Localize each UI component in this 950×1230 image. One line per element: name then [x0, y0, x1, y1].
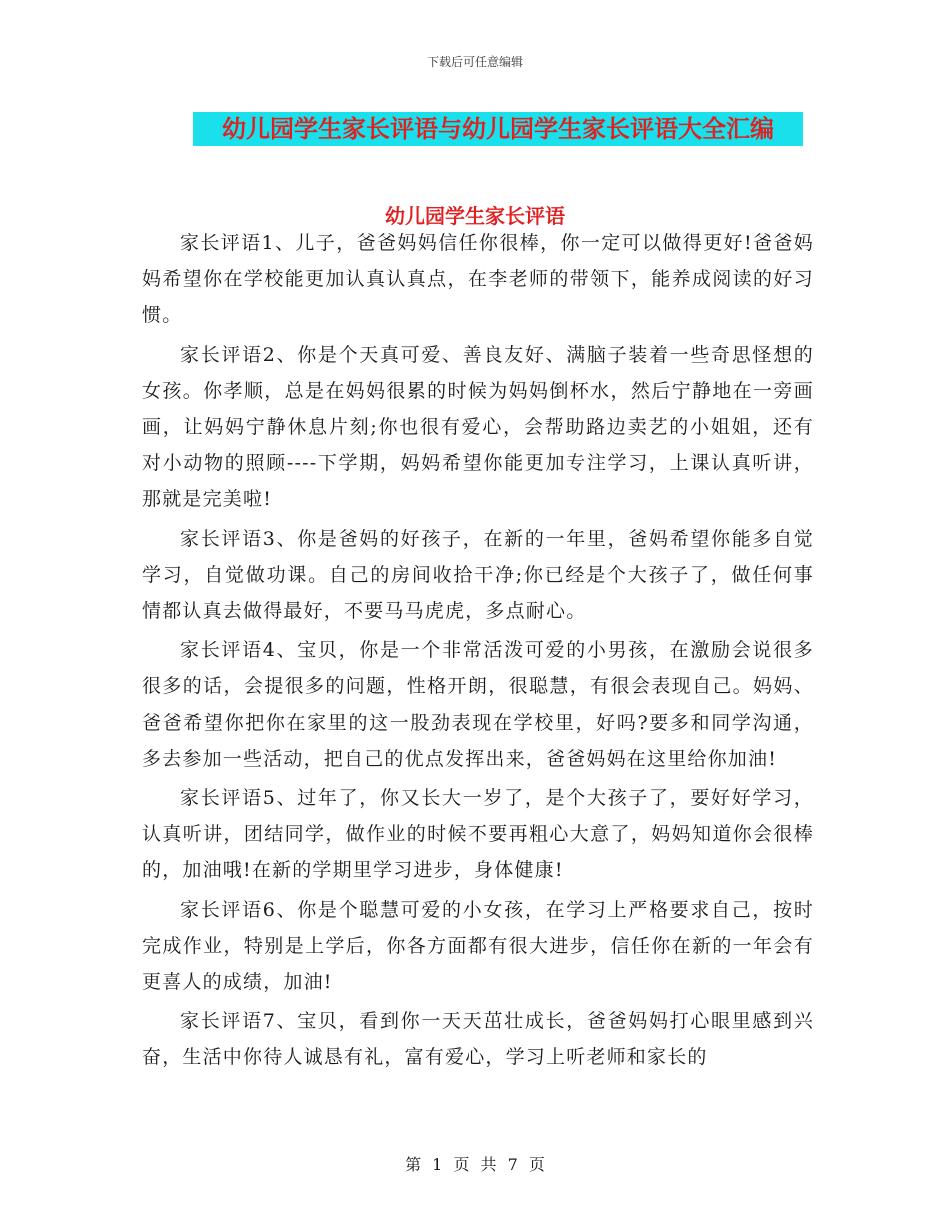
paragraph: 家长评语6、你是个聪慧可爱的小女孩，在学习上严格要求自己，按时完成作业，特别是上学后，你各方面都有很大进步，信任你在新的一年会有更喜人的成绩，加油!	[142, 898, 814, 994]
paragraph: 家长评语4、宝贝，你是一个非常活泼可爱的小男孩，在激励会说很多很多的话，会提很多的问题，性格开朗，很聪慧，有很会表现自己。妈妈、爸爸希望你把你在家里的这一股劲表现在学校里，好吗?要多和同学沟通，多去参加一些活动，把自己的优点发挥出来，爸爸妈妈在这里给你加油!	[142, 639, 814, 770]
document-body	[142, 225, 814, 1079]
paragraph: 家长评语3、你是爸妈的好孩子，在新的一年里，爸妈希望你能多自觉学习，自觉做功课。自己的房间收拾干净;你已经是个大孩子了，做任何事情都认真去做得最好，不要马马虎虎，多点耐心。	[142, 527, 814, 623]
paragraph: 家长评语5、过年了，你又长大一岁了，是个大孩子了，要好好学习，认真听讲，团结同学，做作业的时候不要再粗心大意了，妈妈知道你会很棒的，加油哦!在新的学期里学习进步，身体健康!	[142, 787, 814, 882]
paragraph: 家长评语2、你是个天真可爱、善良友好、满脑子装着一些奇思怪想的女孩。你孝顺，总是在妈妈很累的时候为妈妈倒杯水，然后宁静地在一旁画画，让妈妈宁静休息片刻;你也很有爱心，会帮助路边卖艺的小姐姐，还有对小动物的照顾----下学期，妈妈希望你能更加专注学习，上课认真听讲，那就是完美啦!	[142, 343, 814, 511]
section-title: 幼儿园学生家长评语	[385, 204, 565, 228]
header-note: 下载后可任意编辑	[426, 55, 523, 69]
paragraph: 家长评语1、儿子，爸爸妈妈信任你很棒，你一定可以做得更好!爸爸妈妈希望你在学校能更加认真认真点，在李老师的带领下，能养成阅读的好习惯。	[142, 232, 814, 327]
page-number: 第 1 页 共 7 页	[405, 1155, 545, 1174]
paragraph: 家长评语7、宝贝，看到你一天天茁壮成长，爸爸妈妈打心眼里感到兴奋，生活中你待人诚恳有礼，富有爱心，学习上听老师和家长的	[142, 1010, 814, 1069]
document-title: 幼儿园学生家长评语与幼儿园学生家长评语大全汇编	[193, 112, 803, 146]
